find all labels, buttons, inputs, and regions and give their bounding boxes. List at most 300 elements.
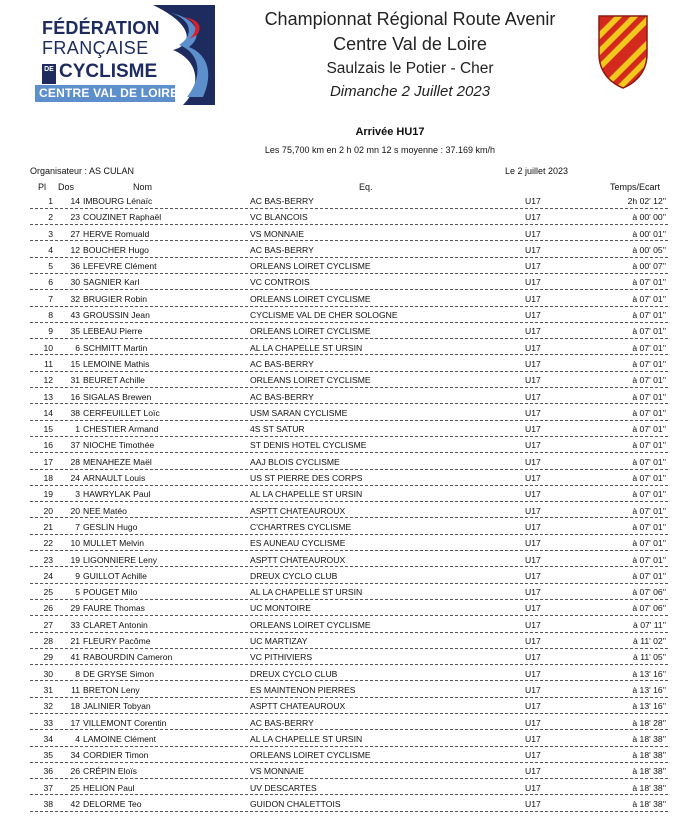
race-category-title: Arrivée HU17 bbox=[355, 126, 425, 138]
row-divider bbox=[30, 387, 668, 388]
cell-rider-name: FLEURY Pacôme bbox=[83, 636, 151, 647]
table-row bbox=[0, 422, 695, 438]
cell-time: à 07' 01'' bbox=[632, 342, 666, 353]
cell-rider-name: RABOURDIN Cameron bbox=[83, 652, 173, 663]
cell-bib: 7 bbox=[75, 521, 80, 532]
cell-rider-name: BRUGIER Robin bbox=[83, 293, 147, 304]
cell-bib: 41 bbox=[70, 652, 80, 663]
cell-place: 25 bbox=[43, 587, 53, 598]
table-row bbox=[0, 406, 695, 422]
cell-place: 7 bbox=[48, 293, 53, 304]
championship-title: Championnat Régional Route Avenir bbox=[264, 9, 556, 29]
cell-time: à 07' 01'' bbox=[632, 326, 666, 337]
cell-place: 22 bbox=[43, 538, 53, 549]
table-row bbox=[0, 487, 695, 503]
cell-bib: 24 bbox=[70, 473, 80, 484]
cell-category: U17 bbox=[525, 440, 541, 451]
cell-time: à 07' 01'' bbox=[632, 293, 666, 304]
row-divider bbox=[30, 208, 668, 209]
cell-rider-name: JALINIER Tobyan bbox=[83, 701, 151, 712]
cell-bib: 32 bbox=[70, 293, 80, 304]
cell-time: à 18' 38'' bbox=[632, 750, 666, 761]
row-divider bbox=[30, 583, 668, 584]
cell-rider-name: ARNAULT Louis bbox=[83, 473, 146, 484]
cell-time: à 11' 02'' bbox=[633, 636, 666, 647]
centre-val-de-loire-crest bbox=[597, 14, 649, 90]
cell-team: US ST PIERRE DES CORPS bbox=[250, 473, 363, 484]
cell-time: à 11' 05'' bbox=[633, 652, 666, 663]
cell-team: DREUX CYCLO CLUB bbox=[250, 668, 338, 679]
cell-place: 1 bbox=[48, 196, 53, 206]
cell-bib: 15 bbox=[70, 358, 80, 369]
cell-category: U17 bbox=[525, 293, 541, 304]
cell-team: AC BAS-BERRY bbox=[250, 358, 314, 369]
cell-rider-name: LEMOINE Mathis bbox=[83, 358, 150, 369]
table-row bbox=[0, 194, 695, 210]
table-row bbox=[0, 259, 695, 275]
cell-team: AL LA CHAPELLE ST URSIN bbox=[250, 342, 363, 353]
cell-rider-name: GESLIN Hugo bbox=[83, 521, 138, 532]
cell-place: 35 bbox=[43, 750, 53, 761]
cell-place: 5 bbox=[48, 261, 53, 272]
cell-time: à 07' 01'' bbox=[632, 375, 666, 386]
cell-bib: 6 bbox=[75, 342, 80, 353]
cell-place: 10 bbox=[43, 342, 53, 353]
col-header-pl: Pl bbox=[38, 182, 47, 192]
cell-bib: 27 bbox=[70, 228, 80, 239]
cell-time: à 07' 01'' bbox=[632, 456, 666, 467]
cell-category: U17 bbox=[525, 619, 541, 630]
cell-category: U17 bbox=[525, 766, 541, 777]
cell-rider-name: COUZINET Raphaël bbox=[83, 212, 162, 223]
cell-category: U17 bbox=[525, 391, 541, 402]
cell-place: 2 bbox=[48, 212, 53, 223]
cell-team: AC BAS-BERRY bbox=[250, 391, 314, 402]
cell-rider-name: CRÉPIN Eloïs bbox=[83, 766, 137, 777]
cell-category: U17 bbox=[525, 244, 541, 255]
table-row bbox=[0, 764, 695, 780]
cell-team: C'CHARTRES CYCLISME bbox=[250, 521, 352, 532]
row-divider bbox=[30, 240, 668, 241]
cell-team: ES MAINTENON PIERRES bbox=[250, 684, 356, 695]
table-row bbox=[0, 553, 695, 569]
logo-de-text: DE bbox=[42, 64, 56, 84]
cell-category: U17 bbox=[525, 342, 541, 353]
table-row bbox=[0, 504, 695, 520]
cell-team: USM SARAN CYCLISME bbox=[250, 407, 348, 418]
cell-rider-name: BRETON Leny bbox=[83, 684, 140, 695]
cell-team: ASPTT CHATEAUROUX bbox=[250, 505, 346, 516]
cell-bib: 5 bbox=[75, 587, 80, 598]
cell-place: 31 bbox=[43, 684, 53, 695]
cell-time: à 00' 07'' bbox=[632, 261, 666, 272]
cell-category: U17 bbox=[525, 636, 541, 647]
cell-time: à 07' 01'' bbox=[632, 358, 666, 369]
cell-place: 19 bbox=[43, 489, 53, 500]
cell-category: U17 bbox=[525, 407, 541, 418]
cell-rider-name: LIGONNIERE Leny bbox=[83, 554, 158, 565]
row-divider bbox=[30, 485, 668, 486]
cell-rider-name: DE GRYSE Simon bbox=[83, 668, 155, 679]
row-divider bbox=[30, 680, 668, 681]
cell-place: 28 bbox=[43, 636, 53, 647]
cell-time: à 07' 01'' bbox=[632, 277, 666, 288]
race-location: Saulzais le Potier - Cher bbox=[326, 60, 494, 77]
cell-place: 21 bbox=[43, 521, 53, 532]
cell-rider-name: LEFEVRE Clément bbox=[83, 261, 157, 272]
cell-category: U17 bbox=[525, 652, 541, 663]
cell-rider-name: GUILLOT Achille bbox=[83, 570, 147, 581]
table-row bbox=[0, 455, 695, 471]
row-divider bbox=[30, 778, 668, 779]
col-header-nom: Nom bbox=[133, 182, 153, 192]
results-table-header bbox=[0, 182, 695, 194]
cell-rider-name: BEURET Achille bbox=[83, 375, 145, 386]
cell-place: 12 bbox=[43, 375, 53, 386]
cell-place: 37 bbox=[43, 782, 53, 793]
cell-team: AL LA CHAPELLE ST URSIN bbox=[250, 489, 363, 500]
table-row bbox=[0, 341, 695, 357]
row-divider bbox=[30, 469, 668, 470]
cell-bib: 36 bbox=[70, 261, 80, 272]
cell-rider-name: CHESTIER Armand bbox=[83, 424, 159, 435]
cell-rider-name: HAWRYLAK Paul bbox=[83, 489, 151, 500]
cell-bib: 19 bbox=[70, 554, 80, 565]
cell-team: ORLEANS LOIRET CYCLISME bbox=[250, 750, 371, 761]
table-row bbox=[0, 308, 695, 324]
row-divider bbox=[30, 615, 668, 616]
cell-category: U17 bbox=[525, 196, 541, 206]
cell-bib: 38 bbox=[70, 407, 80, 418]
col-header-time: Temps/Ecart bbox=[610, 182, 661, 192]
cell-place: 20 bbox=[43, 505, 53, 516]
cell-bib: 4 bbox=[75, 733, 80, 744]
cell-place: 34 bbox=[43, 733, 53, 744]
cell-team: ASPTT CHATEAUROUX bbox=[250, 701, 346, 712]
cell-bib: 14 bbox=[70, 196, 80, 206]
cell-category: U17 bbox=[525, 277, 541, 288]
cell-category: U17 bbox=[525, 261, 541, 272]
cell-place: 23 bbox=[43, 554, 53, 565]
cell-time: à 07' 06'' bbox=[632, 603, 666, 614]
cell-rider-name: MENAHEZE Maël bbox=[83, 456, 152, 467]
cell-category: U17 bbox=[525, 668, 541, 679]
cell-team: DREUX CYCLO CLUB bbox=[250, 570, 338, 581]
row-divider bbox=[30, 224, 668, 225]
cell-place: 16 bbox=[43, 440, 53, 451]
cell-time: à 07' 01'' bbox=[632, 407, 666, 418]
row-divider bbox=[30, 811, 668, 812]
row-divider bbox=[30, 794, 668, 795]
cell-category: U17 bbox=[525, 358, 541, 369]
table-row bbox=[0, 732, 695, 748]
cell-category: U17 bbox=[525, 212, 541, 223]
cell-category: U17 bbox=[525, 489, 541, 500]
cell-time: à 07' 01'' bbox=[632, 424, 666, 435]
row-divider bbox=[30, 436, 668, 437]
cell-bib: 25 bbox=[70, 782, 80, 793]
cell-time: à 07' 01'' bbox=[632, 554, 666, 565]
cell-time: à 00' 01'' bbox=[632, 228, 666, 239]
cell-bib: 30 bbox=[70, 277, 80, 288]
cell-time: à 07' 01'' bbox=[632, 489, 666, 500]
cell-time: à 07' 01'' bbox=[632, 310, 666, 321]
cell-category: U17 bbox=[525, 310, 541, 321]
cell-team: ES AUNEAU CYCLISME bbox=[250, 538, 346, 549]
table-row bbox=[0, 373, 695, 389]
cell-category: U17 bbox=[525, 750, 541, 761]
cell-rider-name: MULLET Melvin bbox=[83, 538, 144, 549]
row-divider bbox=[30, 729, 668, 730]
logo-cyclisme-text: CYCLISME bbox=[59, 61, 158, 82]
row-divider bbox=[30, 664, 668, 665]
cell-team: 4S ST SATUR bbox=[250, 424, 305, 435]
cell-place: 32 bbox=[43, 701, 53, 712]
cell-bib: 37 bbox=[70, 440, 80, 451]
cell-bib: 33 bbox=[70, 619, 80, 630]
cell-place: 3 bbox=[48, 228, 53, 239]
cell-rider-name: VILLEMONT Corentin bbox=[83, 717, 167, 728]
table-row bbox=[0, 210, 695, 226]
cell-time: à 18' 38'' bbox=[632, 733, 666, 744]
cell-place: 6 bbox=[48, 277, 53, 288]
cell-bib: 17 bbox=[70, 717, 80, 728]
row-divider bbox=[30, 746, 668, 747]
cell-team: ORLEANS LOIRET CYCLISME bbox=[250, 326, 371, 337]
cell-team: VS MONNAIE bbox=[250, 766, 304, 777]
cell-place: 8 bbox=[48, 310, 53, 321]
row-divider bbox=[30, 354, 668, 355]
cell-rider-name: CLARET Antonin bbox=[83, 619, 148, 630]
cell-bib: 9 bbox=[75, 570, 80, 581]
table-row bbox=[0, 683, 695, 699]
cell-category: U17 bbox=[525, 798, 541, 809]
cell-team: CYCLISME VAL DE CHER SOLOGNE bbox=[250, 310, 398, 321]
cell-rider-name: NIOCHE Timothée bbox=[83, 440, 155, 451]
cell-rider-name: NEE Matéo bbox=[83, 505, 127, 516]
cell-place: 11 bbox=[44, 358, 53, 369]
cell-rider-name: BOUCHER Hugo bbox=[83, 244, 149, 255]
cell-place: 38 bbox=[43, 798, 53, 809]
cell-rider-name: IMBOURG Lénaïc bbox=[83, 196, 153, 206]
cell-rider-name: SCHMITT Martin bbox=[83, 342, 148, 353]
cell-rider-name: GROUSSIN Jean bbox=[83, 310, 150, 321]
cell-bib: 31 bbox=[70, 375, 80, 386]
cell-time: à 07' 01'' bbox=[632, 505, 666, 516]
row-divider bbox=[30, 534, 668, 535]
row-divider bbox=[30, 322, 668, 323]
cell-time: à 07' 01'' bbox=[632, 521, 666, 532]
cell-category: U17 bbox=[525, 782, 541, 793]
row-divider bbox=[30, 501, 668, 502]
cell-place: 14 bbox=[43, 407, 53, 418]
row-divider bbox=[30, 697, 668, 698]
cell-time: à 07' 01'' bbox=[632, 538, 666, 549]
cell-category: U17 bbox=[525, 456, 541, 467]
table-row bbox=[0, 699, 695, 715]
cell-place: 29 bbox=[43, 652, 53, 663]
cell-team: AL LA CHAPELLE ST URSIN bbox=[250, 733, 363, 744]
table-row bbox=[0, 748, 695, 764]
region-title: Centre Val de Loire bbox=[333, 34, 487, 54]
table-row bbox=[0, 618, 695, 634]
table-row bbox=[0, 520, 695, 536]
cell-category: U17 bbox=[525, 538, 541, 549]
cell-team: AAJ BLOIS CYCLISME bbox=[250, 456, 340, 467]
ffc-logo bbox=[35, 5, 215, 105]
cell-time: à 13' 16'' bbox=[632, 668, 666, 679]
cell-place: 4 bbox=[48, 244, 53, 255]
cell-category: U17 bbox=[525, 326, 541, 337]
cell-rider-name: POUGET Milo bbox=[83, 587, 138, 598]
table-row bbox=[0, 797, 695, 813]
cell-rider-name: SIGALAS Brewen bbox=[83, 391, 152, 402]
cell-category: U17 bbox=[525, 701, 541, 712]
cell-time: à 07' 01'' bbox=[632, 570, 666, 581]
cell-rider-name: SAGNIER Karl bbox=[83, 277, 140, 288]
row-divider bbox=[30, 599, 668, 600]
cell-rider-name: HERVE Romuald bbox=[83, 228, 150, 239]
report-date: Le 2 juillet 2023 bbox=[505, 166, 569, 176]
cell-team: ORLEANS LOIRET CYCLISME bbox=[250, 293, 371, 304]
cell-bib: 29 bbox=[70, 603, 80, 614]
cell-time: à 07' 01'' bbox=[632, 473, 666, 484]
col-header-dos: Dos bbox=[58, 182, 75, 192]
row-divider bbox=[30, 632, 668, 633]
cell-category: U17 bbox=[525, 554, 541, 565]
table-row bbox=[0, 357, 695, 373]
row-divider bbox=[30, 338, 668, 339]
table-row bbox=[0, 324, 695, 340]
cell-category: U17 bbox=[525, 228, 541, 239]
cell-bib: 10 bbox=[70, 538, 80, 549]
table-row bbox=[0, 650, 695, 666]
cell-time: à 07' 06'' bbox=[632, 587, 666, 598]
row-divider bbox=[30, 762, 668, 763]
cell-bib: 43 bbox=[70, 310, 80, 321]
row-divider bbox=[30, 566, 668, 567]
cell-team: ST DENIS HOTEL CYCLISME bbox=[250, 440, 367, 451]
table-row bbox=[0, 390, 695, 406]
row-divider bbox=[30, 420, 668, 421]
cell-team: VC PITHIVIERS bbox=[250, 652, 313, 663]
cell-bib: 35 bbox=[70, 326, 80, 337]
cell-rider-name: LAMOINE Clément bbox=[83, 733, 157, 744]
cell-place: 13 bbox=[43, 391, 53, 402]
cell-category: U17 bbox=[525, 375, 541, 386]
cell-category: U17 bbox=[525, 717, 541, 728]
cell-category: U17 bbox=[525, 570, 541, 581]
cell-place: 36 bbox=[43, 766, 53, 777]
col-header-eq: Eq. bbox=[359, 182, 373, 192]
cell-category: U17 bbox=[525, 684, 541, 695]
cell-team: ORLEANS LOIRET CYCLISME bbox=[250, 375, 371, 386]
cell-time: à 18' 38'' bbox=[632, 782, 666, 793]
organiser: Organisateur : AS CULAN bbox=[30, 166, 135, 176]
cell-bib: 3 bbox=[75, 489, 80, 500]
cell-time: 2h 02' 12'' bbox=[627, 196, 666, 206]
table-row bbox=[0, 634, 695, 650]
cell-category: U17 bbox=[525, 505, 541, 516]
cell-rider-name: CERFEUILLET Loïc bbox=[83, 407, 160, 418]
cell-bib: 23 bbox=[70, 212, 80, 223]
cell-bib: 16 bbox=[70, 391, 80, 402]
cell-bib: 34 bbox=[70, 750, 80, 761]
cell-place: 26 bbox=[43, 603, 53, 614]
table-row bbox=[0, 438, 695, 454]
table-row bbox=[0, 243, 695, 259]
cell-bib: 18 bbox=[70, 701, 80, 712]
race-date: Dimanche 2 Juillet 2023 bbox=[329, 83, 491, 100]
cell-category: U17 bbox=[525, 473, 541, 484]
cell-time: à 18' 38'' bbox=[632, 766, 666, 777]
table-row bbox=[0, 275, 695, 291]
table-row bbox=[0, 667, 695, 683]
row-divider bbox=[30, 452, 668, 453]
cell-bib: 12 bbox=[70, 244, 80, 255]
cell-team: AL LA CHAPELLE ST URSIN bbox=[250, 587, 363, 598]
logo-region-text: CENTRE VAL DE LOIRE bbox=[39, 86, 179, 100]
row-divider bbox=[30, 257, 668, 258]
row-divider bbox=[30, 289, 668, 290]
cell-time: à 00' 05'' bbox=[632, 244, 666, 255]
cell-team: ASPTT CHATEAUROUX bbox=[250, 554, 346, 565]
cell-team: ORLEANS LOIRET CYCLISME bbox=[250, 261, 371, 272]
row-divider bbox=[30, 403, 668, 404]
race-stats: Les 75,700 km en 2 h 02 mn 12 s moyenne : 37.169 km/h bbox=[264, 145, 496, 155]
table-row bbox=[0, 781, 695, 797]
row-divider bbox=[30, 550, 668, 551]
table-row bbox=[0, 536, 695, 552]
cell-team: ORLEANS LOIRET CYCLISME bbox=[250, 619, 371, 630]
cell-team: UV DESCARTES bbox=[250, 782, 317, 793]
cell-bib: 1 bbox=[75, 424, 80, 435]
row-divider bbox=[30, 306, 668, 307]
cell-bib: 11 bbox=[71, 684, 80, 695]
cell-team: UC MARTIZAY bbox=[250, 636, 308, 647]
row-divider bbox=[30, 648, 668, 649]
cell-team: VC BLANCOIS bbox=[250, 212, 308, 223]
cell-time: à 18' 38'' bbox=[632, 798, 666, 809]
logo-francaise-text: FRANÇAISE bbox=[42, 38, 149, 58]
cell-bib: 42 bbox=[70, 798, 80, 809]
cell-place: 33 bbox=[43, 717, 53, 728]
cell-place: 9 bbox=[48, 326, 53, 337]
cell-rider-name: FAURE Thomas bbox=[83, 603, 145, 614]
cell-rider-name: LEBEAU Pierre bbox=[83, 326, 143, 337]
cell-place: 27 bbox=[43, 619, 53, 630]
cell-time: à 13' 16'' bbox=[632, 684, 666, 695]
cell-time: à 18' 28'' bbox=[632, 717, 666, 728]
cell-category: U17 bbox=[525, 424, 541, 435]
table-row bbox=[0, 471, 695, 487]
table-row bbox=[0, 716, 695, 732]
table-row bbox=[0, 601, 695, 617]
row-divider bbox=[30, 713, 668, 714]
table-row bbox=[0, 569, 695, 585]
cell-bib: 8 bbox=[75, 668, 80, 679]
cell-team: AC BAS-BERRY bbox=[250, 244, 314, 255]
row-divider bbox=[30, 273, 668, 274]
cell-time: à 07' 01'' bbox=[632, 440, 666, 451]
cell-time: à 07' 11'' bbox=[633, 619, 666, 630]
cell-rider-name: DELORME Teo bbox=[83, 798, 142, 809]
cell-category: U17 bbox=[525, 603, 541, 614]
results-table bbox=[0, 194, 695, 813]
cell-category: U17 bbox=[525, 587, 541, 598]
cell-place: 30 bbox=[43, 668, 53, 679]
cell-time: à 07' 01'' bbox=[632, 391, 666, 402]
